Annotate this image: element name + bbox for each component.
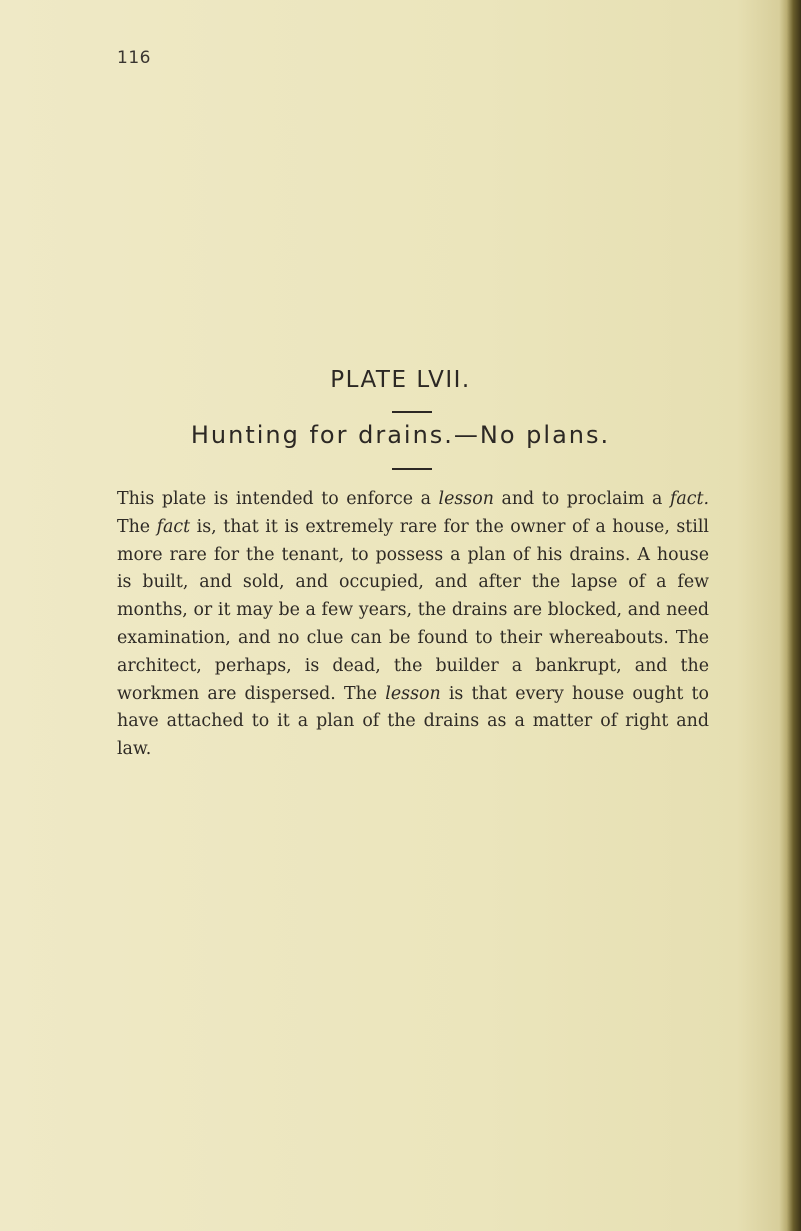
- paragraph-text: is that every house ought to have attached to it a plan of the drains as a matter of right and law.: [117, 683, 709, 760]
- paragraph-text: is, that it is extremely rare for the owner of a house, still more rare for the tenant, to possess a plan of his drains. A house is built, and sold, and occupied, and after the lapse of a few months, or it may be a few years, the drains are blocked, and need examination, and no clue can be found to their whereabouts. The architect, perhaps, is dead, the builder a bankrupt, and the workmen are dispersed. The: [117, 516, 709, 704]
- page-edge-shadow: [779, 0, 801, 1231]
- rule-above-title: [392, 411, 432, 413]
- rule-below-title: [392, 468, 432, 470]
- italic-word-fact: fact: [156, 516, 191, 537]
- paragraph-text: This plate is intended to enforce a: [117, 489, 439, 509]
- italic-word-fact: fact.: [669, 489, 709, 509]
- body-paragraph: [117, 486, 709, 764]
- paragraph-text: The: [117, 516, 157, 537]
- page-number: 116: [117, 48, 151, 68]
- paragraph-text: and to proclaim a: [493, 489, 670, 509]
- plate-label: PLATE LVII.: [330, 367, 471, 393]
- italic-word-lesson: lesson: [438, 489, 494, 509]
- page-title: Hunting for drains.—No plans.: [190, 421, 611, 449]
- italic-word-lesson: lesson: [385, 683, 441, 704]
